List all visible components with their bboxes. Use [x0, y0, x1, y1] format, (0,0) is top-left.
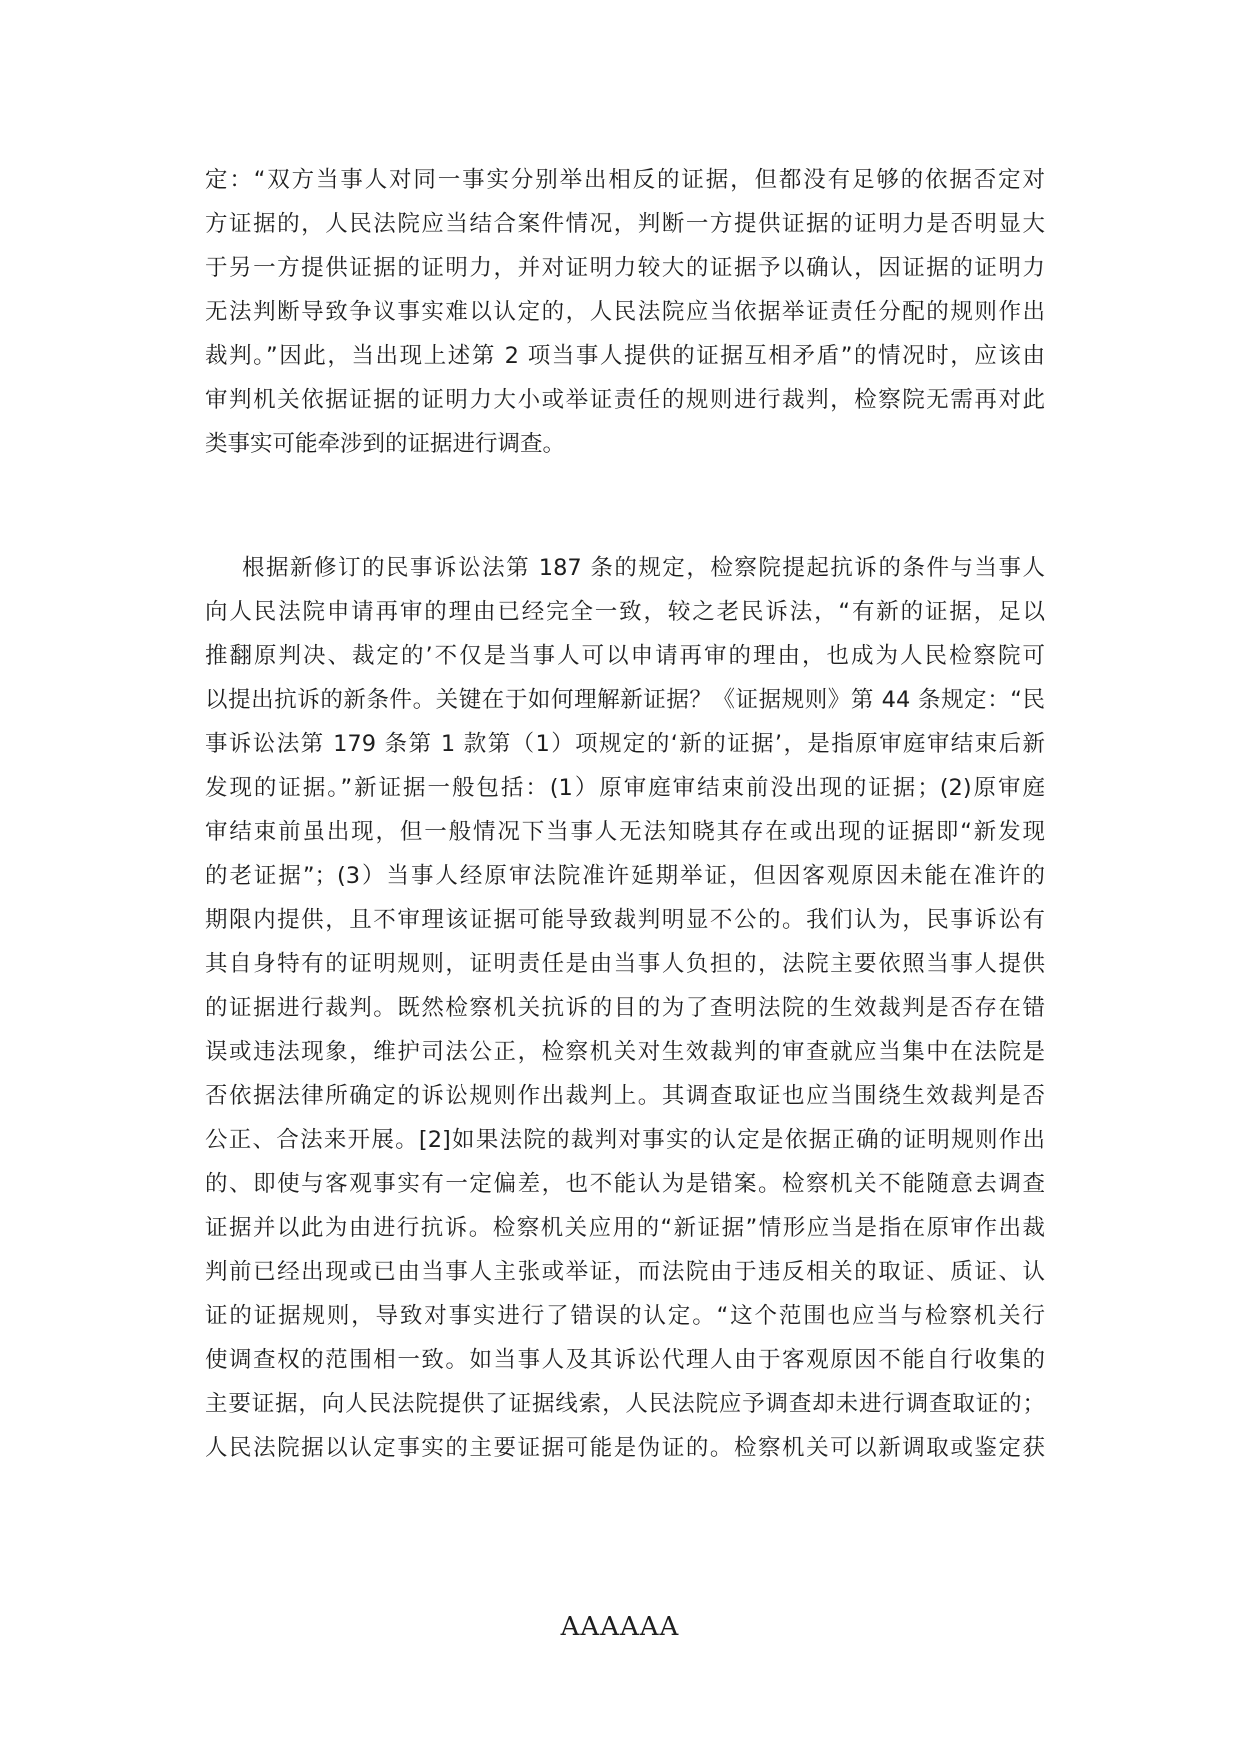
- text-line: 裁判。”因此，当出现上述第 2 项当事人提供的证据互相矛盾”的情况时，应该由: [205, 343, 1045, 369]
- text-line: 人民法院据以认定事实的主要证据可能是伪证的。检察机关可以新调取或鉴定获: [205, 1435, 1045, 1461]
- paragraph-2: [205, 546, 1045, 1470]
- text-line: 推翻原判决、裁定的’不仅是当事人可以申请再审的理由，也成为人民检察院可: [205, 643, 1045, 669]
- text-line: 类事实可能牵涉到的证据进行调查。: [205, 431, 566, 457]
- text-line: 否依据法律所确定的诉讼规则作出裁判上。其调查取证也应当围绕生效裁判是否: [205, 1083, 1045, 1109]
- text-line: 的证据进行裁判。既然检察机关抗诉的目的为了查明法院的生效裁判是否存在错: [205, 995, 1045, 1021]
- page-footer: AAAAAA: [560, 1612, 680, 1642]
- text-line: 的、即使与客观事实有一定偏差，也不能认为是错案。检察机关不能随意去调查: [205, 1171, 1045, 1197]
- text-line: 其自身特有的证明规则，证明责任是由当事人负担的，法院主要依照当事人提供: [205, 951, 1045, 977]
- paragraph-1: [205, 158, 1045, 466]
- text-line: 期限内提供，且不审理该证据可能导致裁判明显不公的。我们认为，民事诉讼有: [205, 907, 1045, 933]
- text-line: 主要证据，向人民法院提供了证据线索，人民法院应予调查却未进行调查取证的；: [205, 1391, 1045, 1417]
- text-line: 发现的证据。”新证据一般包括：(1）原审庭审结束前没出现的证据；(2)原审庭: [205, 775, 1045, 801]
- text-line: 审结束前虽出现，但一般情况下当事人无法知晓其存在或出现的证据即“新发现: [205, 819, 1045, 845]
- text-line: 误或违法现象，维护司法公正，检察机关对生效裁判的审查就应当集中在法院是: [205, 1039, 1045, 1065]
- text-line: 于另一方提供证据的证明力，并对证明力较大的证据予以确认，因证据的证明力: [205, 255, 1045, 281]
- text-line: 审判机关依据证据的证明力大小或举证责任的规则进行裁判，检察院无需再对此: [205, 387, 1045, 413]
- text-line: 向人民法院申请再审的理由已经完全一致，较之老民诉法，“有新的证据，足以: [205, 599, 1045, 625]
- text-line: 以提出抗诉的新条件。关键在于如何理解新证据？《证据规则》第 44 条规定：“民: [205, 687, 1045, 713]
- text-line: 证的证据规则，导致对事实进行了错误的认定。“这个范围也应当与检察机关行: [205, 1303, 1045, 1329]
- text-line: 使调查权的范围相一致。如当事人及其诉讼代理人由于客观原因不能自行收集的: [205, 1347, 1045, 1373]
- text-line: 事诉讼法第 179 条第 1 款第（1）项规定的‘新的证据’，是指原审庭审结束后新: [205, 731, 1045, 757]
- text-line: 方证据的，人民法院应当结合案件情况，判断一方提供证据的证明力是否明显大: [205, 211, 1045, 237]
- text-line: 判前已经出现或已由当事人主张或举证，而法院由于违反相关的取证、质证、认: [205, 1259, 1045, 1285]
- text-line: 无法判断导致争议事实难以认定的，人民法院应当依据举证责任分配的规则作出: [205, 299, 1045, 325]
- text-line: 的老证据”；(3）当事人经原审法院准许延期举证，但因客观原因未能在准许的: [205, 863, 1045, 889]
- text-line: 证据并以此为由进行抗诉。检察机关应用的“新证据”情形应当是指在原审作出裁: [205, 1215, 1045, 1241]
- text-line: 公正、合法来开展。[2]如果法院的裁判对事实的认定是依据正确的证明规则作出: [205, 1127, 1045, 1153]
- text-line: 根据新修订的民事诉讼法第 187 条的规定，检察院提起抗诉的条件与当事人: [242, 555, 1045, 581]
- text-line: 定：“双方当事人对同一事实分别举出相反的证据，但都没有足够的依据否定对: [205, 167, 1045, 193]
